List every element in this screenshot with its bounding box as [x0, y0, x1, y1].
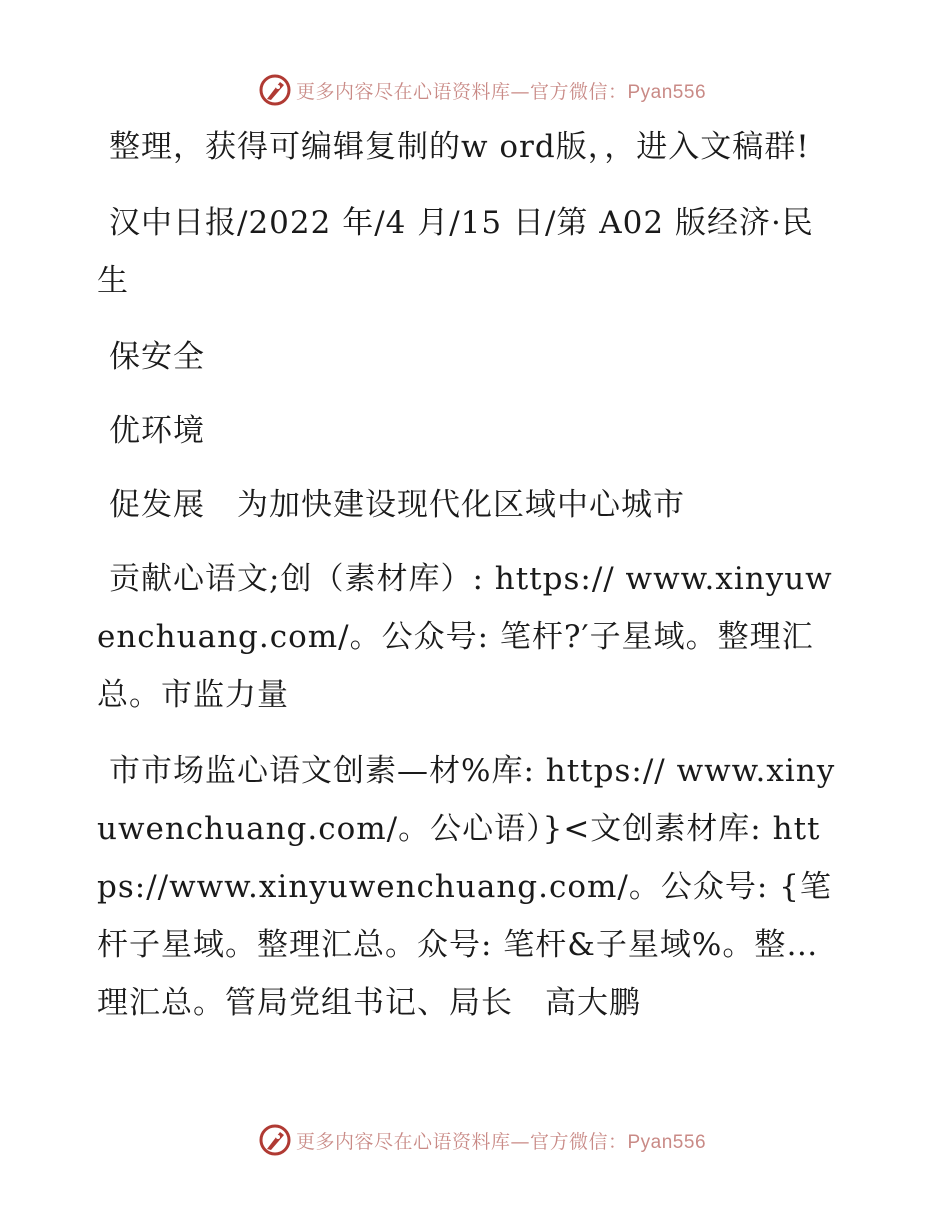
footer-banner	[0, 1120, 950, 1160]
pen-nib-circle-icon	[258, 73, 292, 107]
paragraph-intro: 整理，获得可编辑复制的w ord版，，进入文稿群!	[109, 129, 810, 165]
header-banner-text: 更多内容尽在心语资料库—官方微信：Pyan556	[295, 80, 707, 103]
header-banner-content	[258, 73, 706, 107]
paragraph-contribution: 贡献心语文;创（素材库）: https:// www.xinyuwenchuang.com/。公众号: 笔杆?′子星域。整理汇总。市监力量	[97, 561, 833, 713]
footer-banner-text: 更多内容尽在心语资料库—官方微信：Pyan556	[295, 1130, 707, 1153]
paragraph-heading-environment: 优环境	[109, 413, 205, 449]
paragraph-heading-development: 促发展 为加快建设现代化区域中心城市	[109, 487, 685, 523]
header-banner	[0, 70, 950, 110]
paragraph-source: 汉中日报/2022 年/4 月/15 日/第 A02 版经济·民生	[97, 205, 814, 299]
paragraph-heading-safety: 保安全	[109, 339, 205, 375]
document-body	[97, 118, 837, 1050]
pen-nib-circle-icon	[258, 1123, 292, 1157]
paragraph-author: 市市场监心语文创素—材%库: https:// www.xinyuwenchuang.com/。公心语）}<文创素材库: https://www.xinyuwenchuang.com/。公众号: {笔杆子星域。整理汇总。众号: 笔杆&子星域%。整…理汇总。管局党组书记、局长 高大鹏	[97, 753, 836, 1021]
footer-banner-content	[258, 1123, 706, 1157]
